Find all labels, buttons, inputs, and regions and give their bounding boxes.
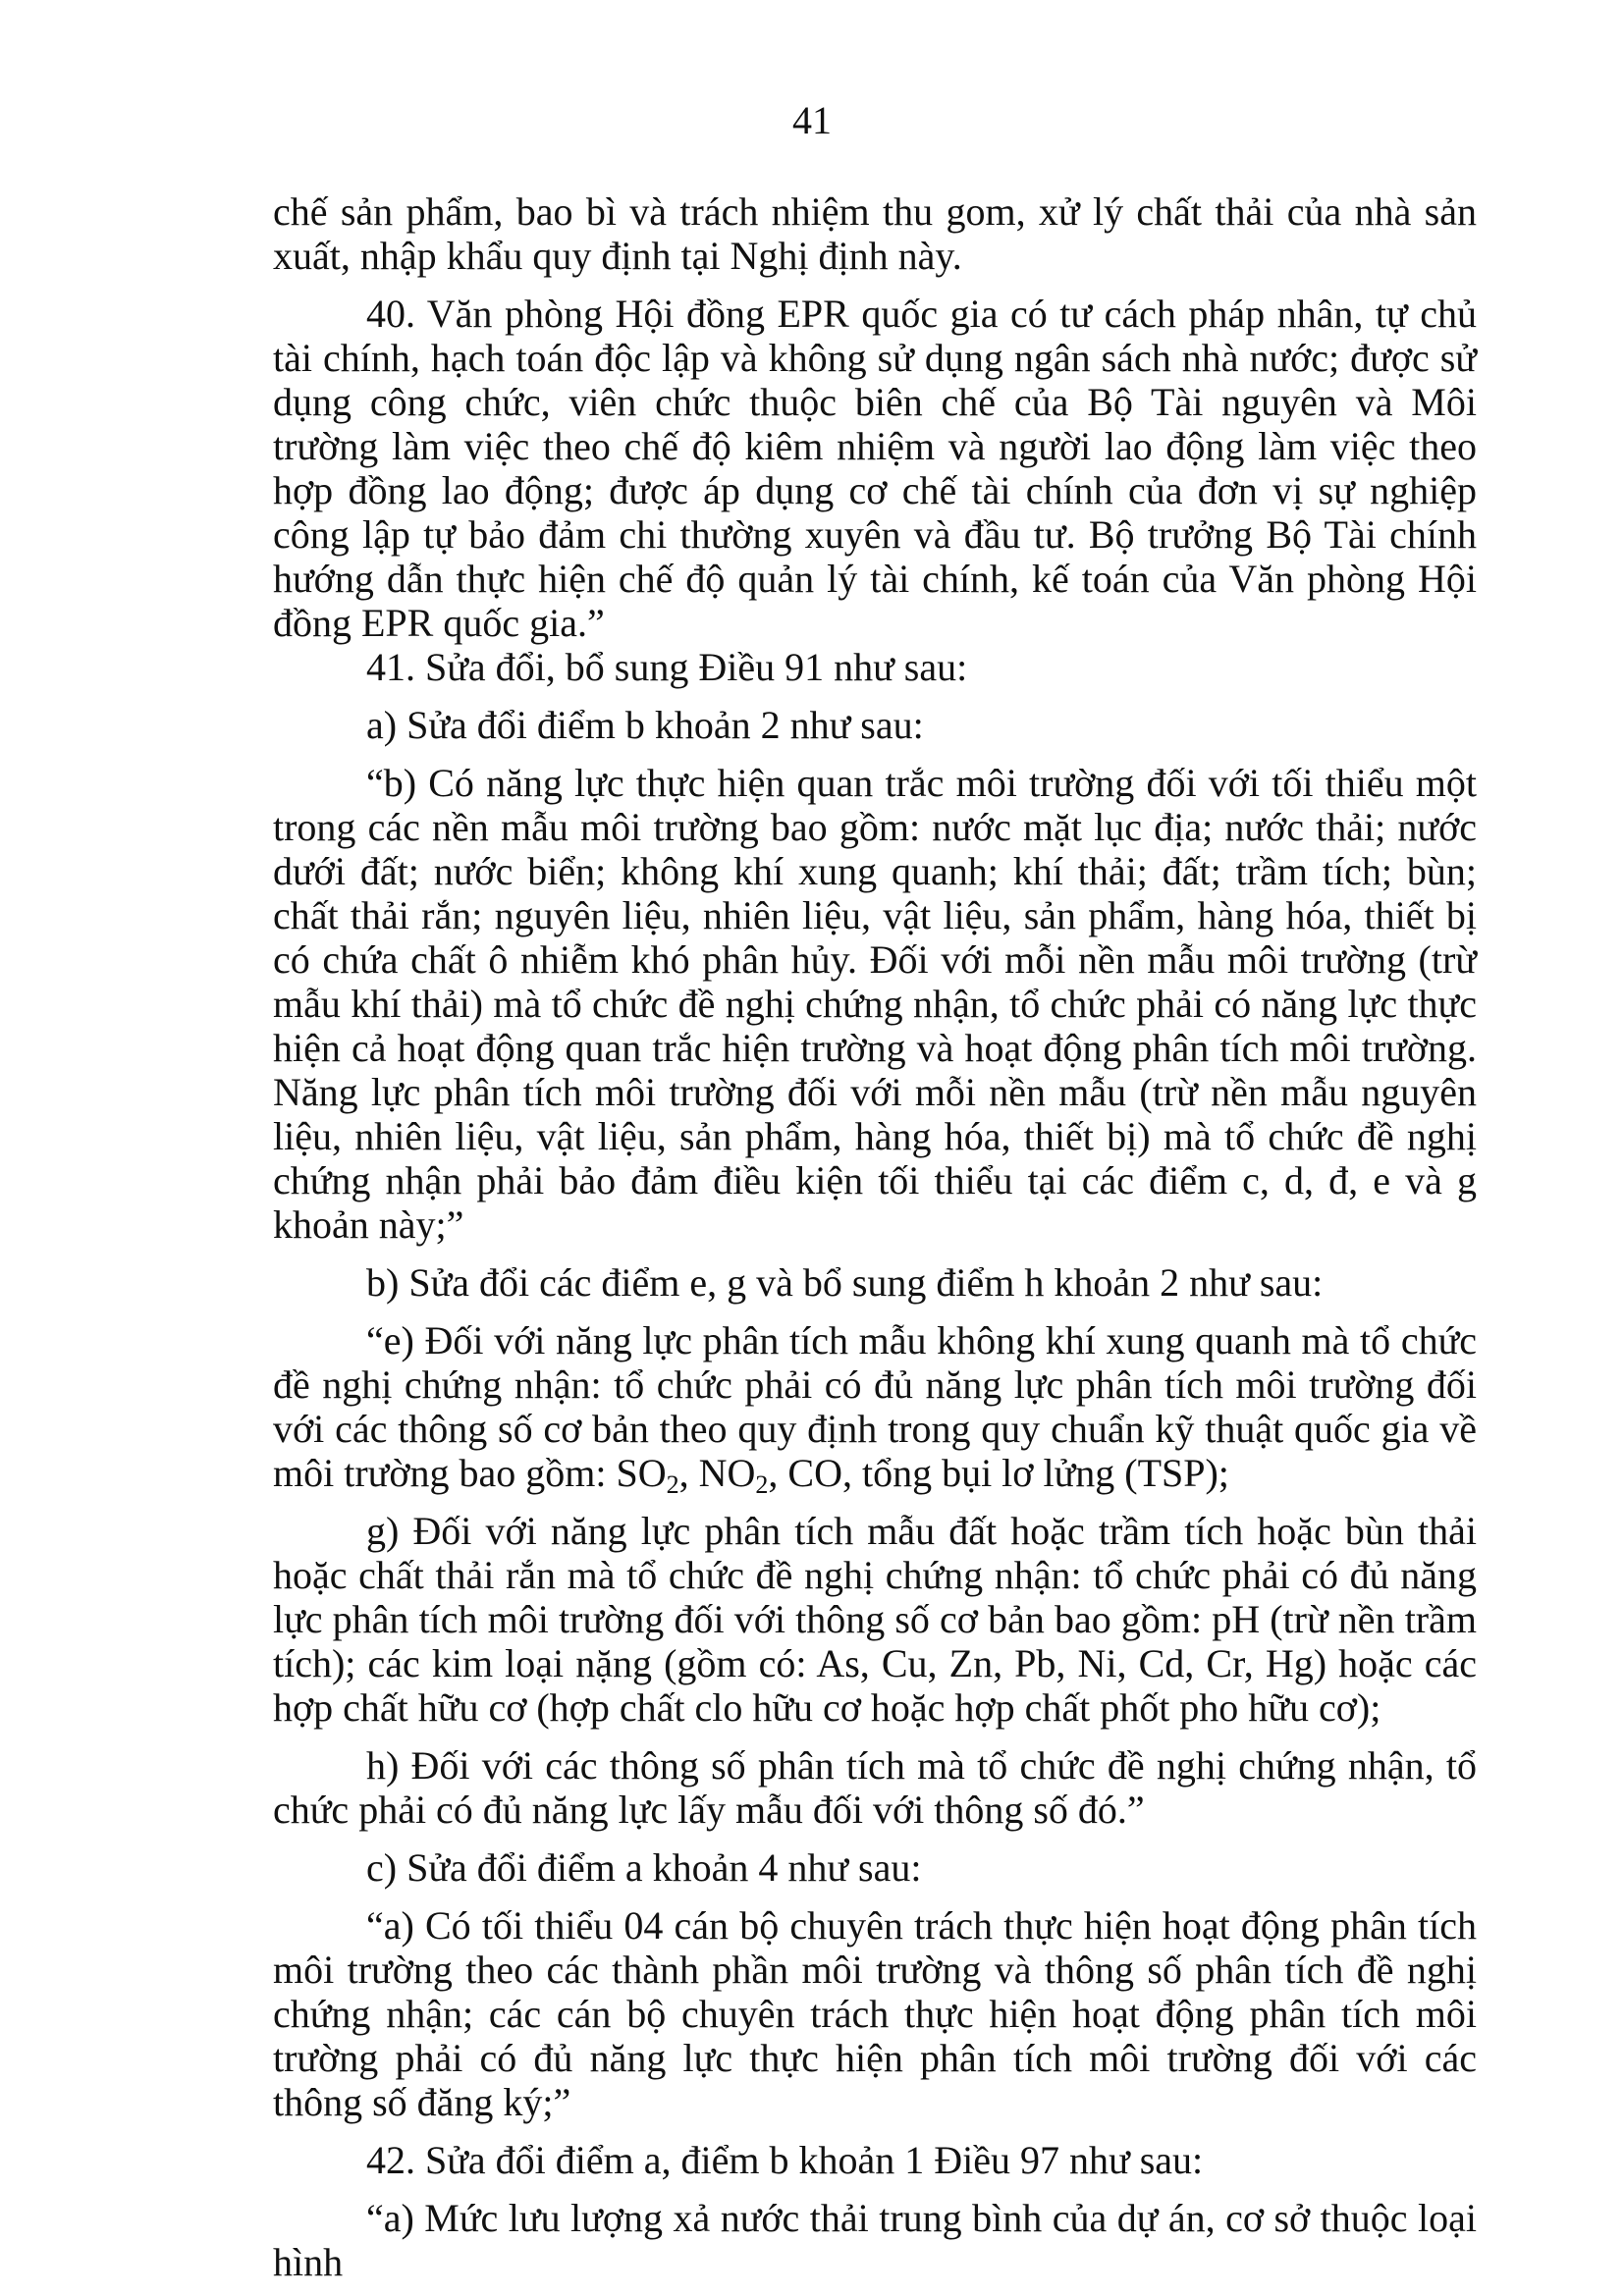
paragraph-item-41: 41. Sửa đổi, bổ sung Điều 91 như sau:: [366, 645, 968, 689]
page-number: 41: [792, 98, 832, 142]
paragraph-item-42: 42. Sửa đổi điểm a, điểm b khoản 1 Điều 97 như sau:: [366, 2138, 1204, 2182]
quote-e-text: “e) Đối với năng lực phân tích mẫu không khí xung quanh mà tổ chức đề nghị chứng nhận: tổ chức phải có đủ năng lực phân tích môi trường đối với các thông số cơ bản theo quy định trong quy chuẩn kỹ thuật quốc gia về môi trường bao gồm: SO: [273, 1318, 1477, 1495]
quote-e-text-end: , CO, tổng bụi lơ lửng (TSP);: [768, 1451, 1229, 1495]
paragraph-quote-b: “b) Có năng lực thực hiện quan trắc môi trường đối với tối thiểu một trong các nền mẫu môi trường bao gồm: nước mặt lục địa; nước thải; nước dưới đất; nước biển; không khí xung quanh; khí thải; đất; trầm tích; bùn; chất thải rắn; nguyên liệu, nhiên liệu, vật liệu, sản phẩm, hàng hóa, thiết bị có chứa chất ô nhiễm khó phân hủy. Đối với mỗi nền mẫu môi trường (trừ mẫu khí thải) mà tổ chức đề nghị chứng nhận, tổ chức phải có năng lực thực hiện cả hoạt động quan trắc hiện trường và hoạt động phân tích môi trường. Năng lực phân tích môi trường đối với mỗi nền mẫu (trừ nền mẫu nguyên liệu, nhiên liệu, vật liệu, sản phẩm, hàng hóa, thiết bị) mà tổ chức đề nghị chứng nhận phải bảo đảm điều kiện tối thiểu tại các điểm c, d, đ, e và g khoản này;”: [273, 761, 1477, 1247]
paragraph-item-41-b: b) Sửa đổi các điểm e, g và bổ sung điểm h khoản 2 như sau:: [366, 1260, 1324, 1305]
document-body: [273, 189, 1477, 2284]
paragraph-item-40: 40. Văn phòng Hội đồng EPR quốc gia có tư cách pháp nhân, tự chủ tài chính, hạch toán độc lập và không sử dụng ngân sách nhà nước; được sử dụng công chức, viên chức thuộc biên chế của Bộ Tài nguyên và Môi trường làm việc theo chế độ kiêm nhiệm và người lao động làm việc theo hợp đồng lao động; được áp dụng cơ chế tài chính của đơn vị sự nghiệp công lập tự bảo đảm chi thường xuyên và đầu tư. Bộ trưởng Bộ Tài chính hướng dẫn thực hiện chế độ quản lý tài chính, kế toán của Văn phòng Hội đồng EPR quốc gia.”: [273, 292, 1477, 645]
quote-e-text-mid: , NO: [678, 1451, 756, 1495]
paragraph-quote-g: g) Đối với năng lực phân tích mẫu đất hoặc trầm tích hoặc bùn thải hoặc chất thải rắn mà tổ chức đề nghị chứng nhận: tổ chức phải có đủ năng lực phân tích môi trường đối với thông số cơ bản bao gồm: pH (trừ nền trầm tích); các kim loại nặng (gồm có: As, Cu, Zn, Pb, Ni, Cd, Cr, Hg) hoặc các hợp chất hữu cơ (hợp chất clo hữu cơ hoặc hợp chất phốt pho hữu cơ);: [273, 1509, 1477, 1730]
paragraph-quote-e: [273, 1318, 1477, 1499]
paragraph-item-41-c: c) Sửa đổi điểm a khoản 4 như sau:: [366, 1845, 922, 1890]
paragraph-quote-a-42: “a) Mức lưu lượng xả nước thải trung bình của dự án, cơ sở thuộc loại hình: [273, 2196, 1477, 2284]
paragraph-quote-h: h) Đối với các thông số phân tích mà tổ chức đề nghị chứng nhận, tổ chức phải có đủ năng lực lấy mẫu đối với thông số đó.”: [273, 1743, 1477, 1832]
paragraph-continuation: chế sản phẩm, bao bì và trách nhiệm thu gom, xử lý chất thải của nhà sản xuất, nhập khẩu quy định tại Nghị định này.: [273, 189, 1477, 278]
subscript-so2: 2: [666, 1470, 679, 1499]
paragraph-item-41-a: a) Sửa đổi điểm b khoản 2 như sau:: [366, 703, 924, 747]
paragraph-quote-a: “a) Có tối thiểu 04 cán bộ chuyên trách thực hiện hoạt động phân tích môi trường theo các thành phần môi trường và thông số phân tích đề nghị chứng nhận; các cán bộ chuyên trách thực hiện hoạt động phân tích môi trường phải có đủ năng lực thực hiện phân tích môi trường đối với các thông số đăng ký;”: [273, 1903, 1477, 2124]
subscript-no2: 2: [755, 1470, 769, 1499]
